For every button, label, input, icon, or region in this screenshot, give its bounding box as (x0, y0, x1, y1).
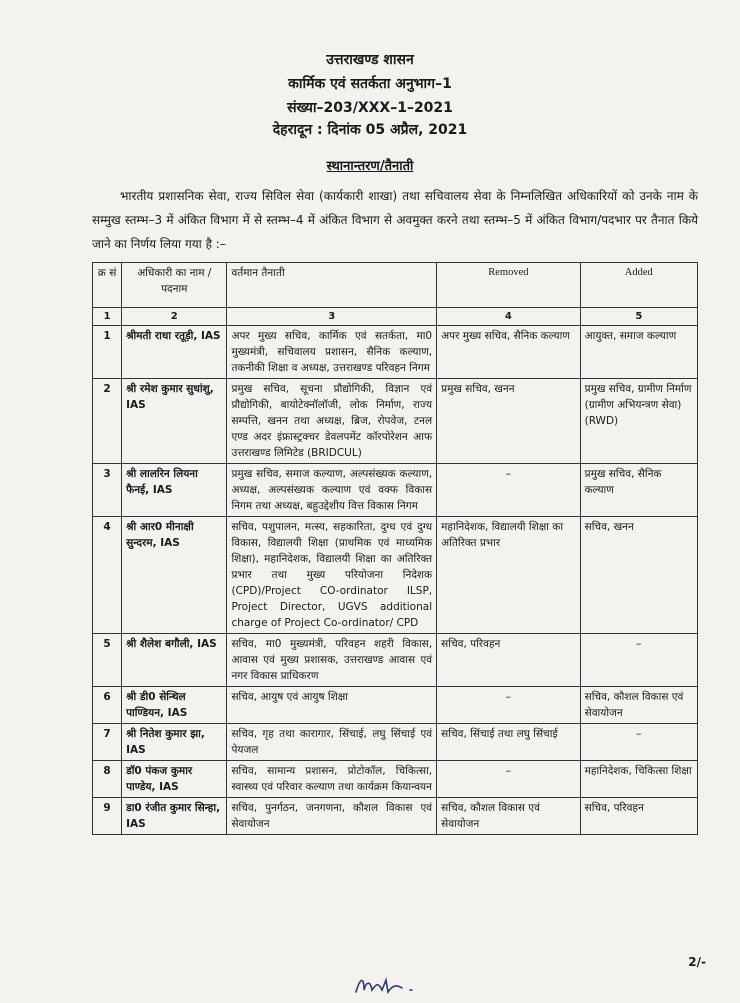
removed-posting: – (437, 687, 580, 724)
row-num: 8 (93, 761, 122, 798)
removed-posting: सचिव, परिवहन (437, 634, 580, 687)
table-row (93, 687, 698, 724)
removed-posting: अपर मुख्य सचिव, सैनिक कल्याण (437, 326, 580, 379)
added-posting: सचिव, परिवहन (580, 798, 697, 835)
govt-title: उत्तराखण्ड शासन (326, 52, 414, 68)
added-posting: महानिदेशक, चिकित्सा शिक्षा (580, 761, 697, 798)
removed-posting: – (437, 761, 580, 798)
removed-posting: सचिव, सिंचाई तथा लघु सिंचाई (437, 724, 580, 761)
table-row (93, 798, 698, 835)
col-number: 5 (580, 308, 697, 326)
removed-posting: सचिव, कौशल विकास एवं सेवायोजन (437, 798, 580, 835)
table-row (93, 379, 698, 464)
col-number: 2 (122, 308, 227, 326)
table-header-row (93, 263, 698, 308)
current-posting: प्रमुख सचिव, समाज कल्याण, अल्पसंख्यक कल्याण, अध्यक्ष, अल्पसंख्यक कल्याण एवं वक्फ विकास निगम तथा अध्यक्ष, बहुउद्देशीय वित्त विकास निगम (227, 464, 437, 517)
officer-name: श्री शैलेश बगौली, IAS (122, 634, 227, 687)
row-num: 9 (93, 798, 122, 835)
signature-scribble (352, 972, 422, 998)
removed-posting: – (437, 464, 580, 517)
header-num: क्र सं (93, 263, 122, 308)
page-number: 2/- (688, 955, 706, 969)
current-posting: सचिव, गृह तथा कारागार, सिंचाई, लघु सिंचाई एवं पेयजल (227, 724, 437, 761)
current-posting: सचिव, पशुपालन, मत्स्य, सहकारिता, दुग्ध एवं दुग्ध विकास, विद्यालयी शिक्षा (प्राथमिक एवं माध्यमिक शिक्षा), महानिदेशक, विद्यालयी शिक्षा का अतिरिक्त प्रभार तथा मुख्य परियोजना निदेशक (CPD)/Project CO-ordinator ILSP, Project Director, UGVS additional charge of Project Co-ordinator/ CPD (227, 517, 437, 634)
current-posting: अपर मुख्य सचिव, कार्मिक एवं सतर्कता, मा0 मुख्यमंत्री, सचिवालय प्रशासन, सैनिक कल्याण, तकनीकी शिक्षा व अध्यक्ष, उत्तराखण्ड परिवहन निगम (227, 326, 437, 379)
officer-name: श्री आर0 मीनाक्षी सुन्दरम, IAS (122, 517, 227, 634)
row-num: 3 (93, 464, 122, 517)
added-posting: – (580, 724, 697, 761)
header-current: वर्तमान तैनाती (227, 263, 437, 308)
department-title: कार्मिक एवं सतर्कता अनुभाग–1 (288, 76, 452, 92)
officer-name: श्रीमती राधा रतूड़ी, IAS (122, 326, 227, 379)
table-row (93, 761, 698, 798)
header-removed: Removed (437, 263, 580, 308)
col-number: 3 (227, 308, 437, 326)
table-row (93, 634, 698, 687)
added-posting: आयुक्त, समाज कल्याण (580, 326, 697, 379)
table-row (93, 326, 698, 379)
added-posting: प्रमुख सचिव, ग्रामीण निर्माण (ग्रामीण अभियन्त्रण सेवा) (RWD) (580, 379, 697, 464)
added-posting: सचिव, कौशल विकास एवं सेवायोजन (580, 687, 697, 724)
current-posting: प्रमुख सचिव, सूचना प्रौद्योगिकी, विज्ञान एवं प्रौद्योगिकी, बायोटेक्नॉलॉजी, लोक निर्माण, राज्य सम्पत्ति, खनन तथा अध्यक्ष, ब्रिज, रोपवेज, टनल एण्ड अदर इंफ्रास्ट्रक्चर डेवलपमेंट कॉरपोरेशन आफ उत्तराखण्ड लिमिटेड (BRIDCUL) (227, 379, 437, 464)
removed-posting: प्रमुख सचिव, खनन (437, 379, 580, 464)
transfer-table (92, 262, 698, 835)
added-posting: सचिव, खनन (580, 517, 697, 634)
removed-posting: महानिदेशक, विद्यालयी शिक्षा का अतिरिक्त प्रभार (437, 517, 580, 634)
row-num: 1 (93, 326, 122, 379)
header-added: Added (580, 263, 697, 308)
current-posting: सचिव, आयुष एवं आयुष शिक्षा (227, 687, 437, 724)
added-posting: – (580, 634, 697, 687)
col-number: 1 (93, 308, 122, 326)
current-posting: सचिव, पुनर्गठन, जनगणना, कौशल विकास एवं सेवायोजन (227, 798, 437, 835)
table-row (93, 724, 698, 761)
table-row (93, 517, 698, 634)
added-posting: प्रमुख सचिव, सैनिक कल्याण (580, 464, 697, 517)
officer-name: श्री रमेश कुमार सुधांशु, IAS (122, 379, 227, 464)
order-date: देहरादून : दिनांक 05 अप्रैल, 2021 (272, 122, 468, 138)
officer-name: डॉ0 पंकज कुमार पाण्डेय, IAS (122, 761, 227, 798)
intro-paragraph: भारतीय प्रशासनिक सेवा, राज्य सिविल सेवा (कार्यकारी शाखा) तथा सचिवालय सेवा के निम्नलिखित अधिकारियों को उनके नाम के सम्मुख स्तम्भ–3 में अंकित विभाग में से स्तम्भ–4 में अंकित विभाग से अवमुक्त करने तथा स्तम्भ–5 में अंकित विभाग/पदभार पर तैनात किये जाने का निर्णय लिया गया है :– (92, 189, 698, 251)
officer-name: श्री नितेश कुमार झा, IAS (122, 724, 227, 761)
subject-heading: स्थानान्तरण/तैनाती (326, 159, 414, 174)
current-posting: सचिव, मा0 मुख्यमंत्री, परिवहन शहरी विकास, आवास एवं मुख्य प्रशासक, उत्तराखण्ड आवास एवं नगर विकास प्राधिकरण (227, 634, 437, 687)
table-row (93, 464, 698, 517)
col-number: 4 (437, 308, 580, 326)
column-number-row (93, 308, 698, 326)
order-number: संख्या–203/XXX–1–2021 (287, 100, 453, 116)
officer-name: श्री लालरिन लियना फैनई, IAS (122, 464, 227, 517)
officer-name: श्री डी0 सेन्थिल पाण्डियन, IAS (122, 687, 227, 724)
current-posting: सचिव, सामान्य प्रशासन, प्रोटोकॉल, चिकित्सा, स्वास्थ्य एवं परिवार कल्याण तथा कार्यक्रम कियान्वयन (227, 761, 437, 798)
header-name: अधिकारी का नाम /पदनाम (122, 263, 227, 308)
row-num: 4 (93, 517, 122, 634)
row-num: 6 (93, 687, 122, 724)
row-num: 7 (93, 724, 122, 761)
officer-name: डा0 रंजीत कुमार सिन्हा, IAS (122, 798, 227, 835)
row-num: 5 (93, 634, 122, 687)
row-num: 2 (93, 379, 122, 464)
